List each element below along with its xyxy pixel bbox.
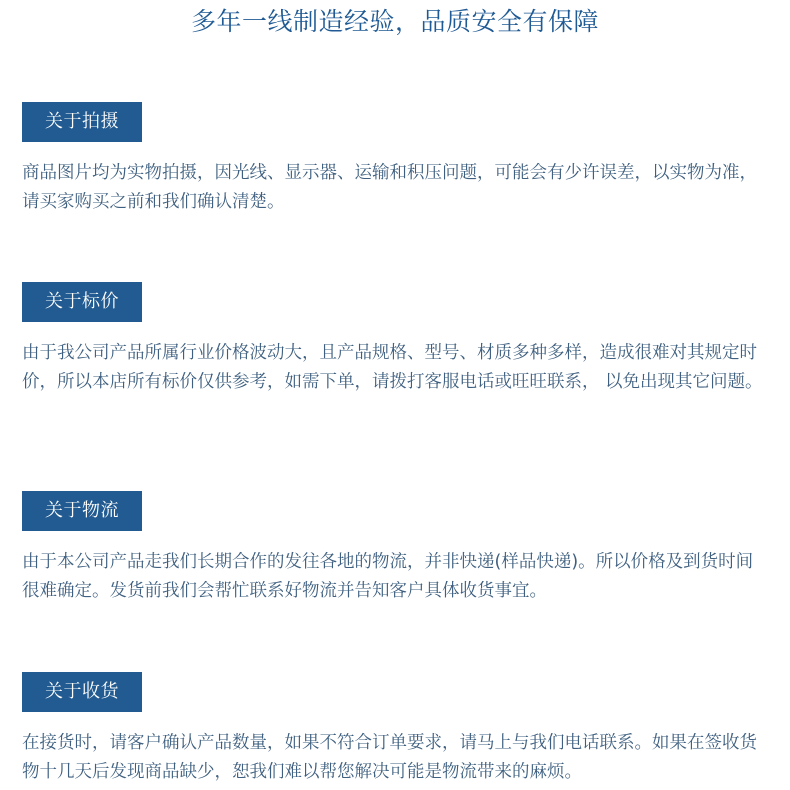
section-heading-logistics: 关于物流 (22, 491, 142, 531)
page-title: 多年一线制造经验，品质安全有保障 (190, 7, 599, 36)
section-heading-shooting: 关于拍摄 (22, 102, 142, 142)
section-body-receiving: 在接货时，请客户确认产品数量，如果不符合订单要求，请马上与我们电话联系。如果在签收货物十几天后发现商品缺少，恕我们难以帮您解决可能是物流带来的麻烦。 (22, 733, 757, 782)
section-body-pricing: 由于我公司产品所属行业价格波动大，且产品规格、型号、材质多种多样，造成很难对其规定时价，所以本店所有标价仅供参考，如需下单，请拨打客服电话或旺旺联系， 以免出现其它问题。 (22, 343, 763, 392)
section-body-logistics: 由于本公司产品走我们长期合作的发往各地的物流，并非快递(样品快递)。所以价格及到货时间很难确定。发货前我们会帮忙联系好物流并告知客户具体收货事宜。 (22, 552, 754, 601)
section-body-shooting: 商品图片均为实物拍摄，因光线、显示器、运输和积压问题，可能会有少许误差，以实物为准，请买家购买之前和我们确认清楚。 (22, 163, 757, 212)
section-heading-receiving: 关于收货 (22, 672, 142, 712)
section-heading-pricing: 关于标价 (22, 282, 142, 322)
